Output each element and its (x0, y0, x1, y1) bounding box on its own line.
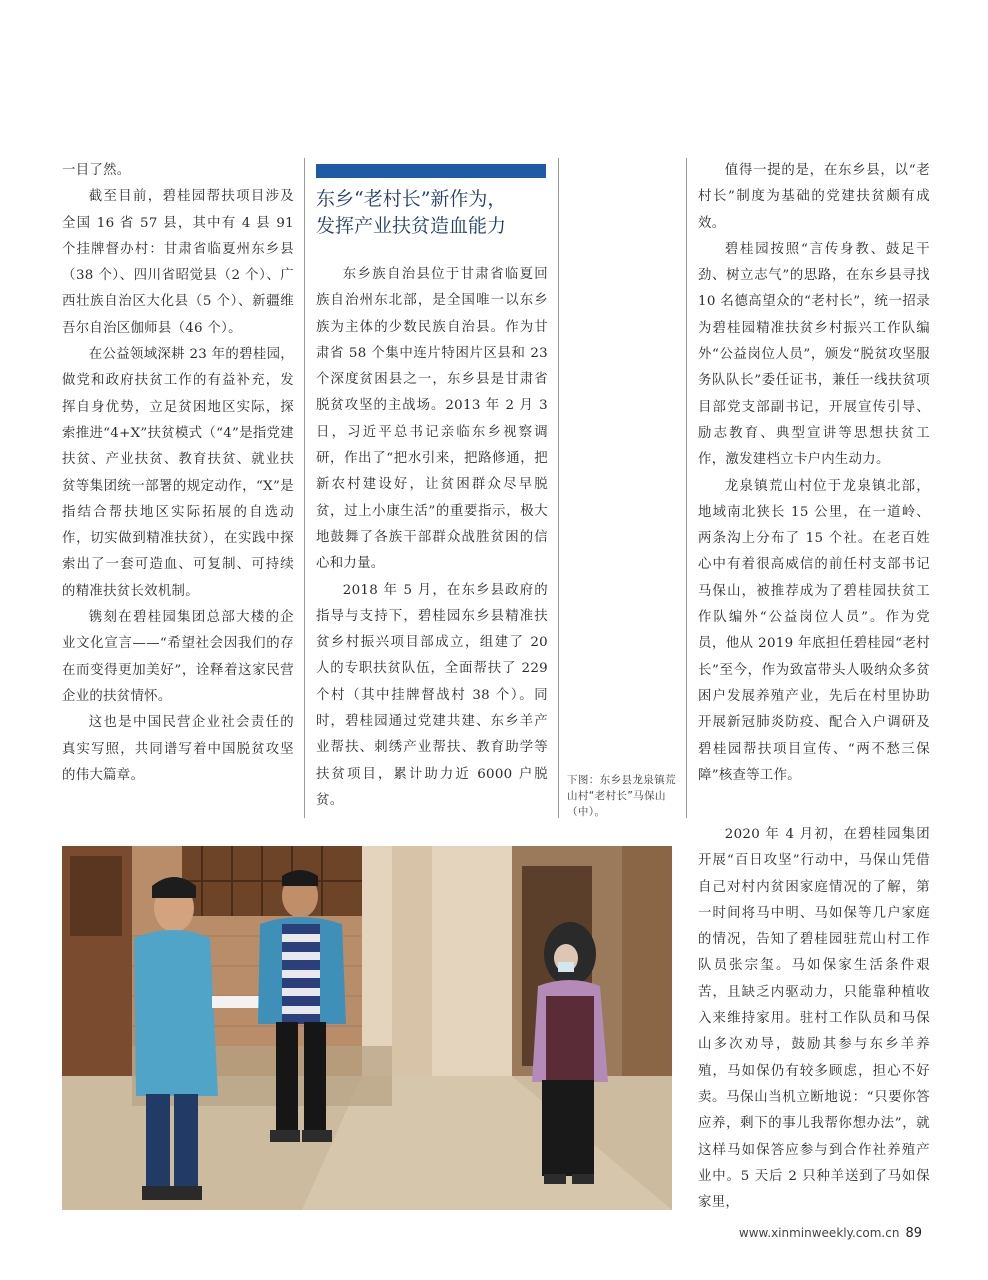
right-text-column-lower (698, 822, 930, 1216)
right-text-column (698, 158, 930, 789)
column-divider-middle (558, 158, 559, 818)
paragraph: 东乡族自治县位于甘肃省临夏回族自治州东北部，是全国唯一以东乡族为主体的少数民族自治县。作为甘肃省 58 个集中连片特困片区县和 23 个深度贫困县之一，东乡县是甘肃省脱贫攻坚的主战场。2013 年 2 月 3 日，习近平总书记亲临东乡视察调研，作出了“把水引来，把路修通，把新农村建设好，让贫困群众尽早脱贫，过上小康生活”的重要指示，极大地鼓舞了各族干部群众战胜贫困的信心和力量。 (316, 267, 548, 572)
paragraph: 2018 年 5 月，在东乡县政府的指导与支持下，碧桂园东乡县精准扶贫乡村振兴项目部成立，组建了 20 人的专职扶贫队伍，全面帮扶了 229 个村（其中挂牌督战村 38 个）。同时，碧桂园通过党建共建、东乡羊产业帮扶、刺绣产业帮扶、教育助学等扶贫项目，累计助力近 6000 户脱贫。 (316, 582, 548, 808)
page-footer (739, 1226, 922, 1241)
village-photo (62, 846, 672, 1210)
paragraph: 值得一提的是，在东乡县，以“老村长”制度为基础的党建扶贫颇有成效。 (698, 163, 930, 231)
paragraph: 一目了然。 (62, 163, 131, 178)
website-url: www.xinminweekly.com.cn (738, 1226, 900, 1240)
paragraph: 龙泉镇荒山村位于龙泉镇北部，地域南北狭长 15 公里，在一道岭、两条沟上分布了 15 个社。在老百姓心中有着很高威信的前任村支部书记马保山，被推荐成为了碧桂园扶贫工作队编外“公益岗位人员”。作为党员，他从 2019 年底担任碧桂园“老村长”至今，作为致富带头人吸纳众多贫困户发展养殖产业，先后在村里协助开展新冠肺炎防疫、配合入户调研及碧桂园帮扶项目宣传、“两不愁三保障”核查等工作。 (698, 478, 930, 783)
paragraph: 截至目前，碧桂园帮扶项目涉及全国 16 省 57 县，其中有 4 县 91 个挂牌督办村：甘肃省临夏州东乡县（38 个）、四川省昭觉县（2 个）、广西壮族自治区大化县（5 个）、新疆维吾尔自治区伽师县（46 个）。 (62, 189, 294, 336)
middle-text-column (316, 262, 548, 814)
column-divider-right (686, 158, 687, 818)
headline-line: 发挥产业扶贫造血能力 (316, 215, 507, 237)
paragraph: 镌刻在碧桂园集团总部大楼的企业文化宣言——“希望社会因我们的存在而变得更加美好”，诠释着这家民营企业的扶贫情怀。 (62, 610, 294, 704)
column-divider-left (304, 158, 305, 818)
section-accent-bar (316, 164, 546, 178)
paragraph: 碧桂园按照“言传身教、鼓足干劲、树立志气”的思路，在东乡县寻找 10 名德高望众的“老村长”，统一招录为碧桂园精准扶贫乡村振兴工作队编外“公益岗位人员”，颁发“脱贫攻坚服务队队长”委任证书，兼任一线扶贫项目部党支部副书记，开展宣传引导、励志教育、典型宣讲等思想扶贫工作，激发建档立卡户内生动力。 (698, 241, 930, 468)
left-text-column (62, 158, 294, 789)
section-headline (316, 186, 552, 240)
paragraph: 2020 年 4 月初，在碧桂园集团开展“百日攻坚”行动中，马保山凭借自己对村内贫困家庭情况的了解，第一时间将马中明、马如保等几户家庭的情况，告知了碧桂园驻荒山村工作队员张宗玺。马如保家生活条件艰苦，且缺乏内驱动力，只能靠种植收入来维持家用。驻村工作队员和马保山多次劝导，鼓励其参与东乡羊养殖，马如保仍有较多顾虑，担心不好卖。马保山当机立断地说：“只要你答应养，剩下的事儿我帮你想办法”，就这样马如保答应参与到合作社养殖产业中。5 天后 2 只种羊送到了马如保家里， (698, 827, 930, 1211)
paragraph: 在公益领域深耕 23 年的碧桂园，做党和政府扶贫工作的有益补充，发挥自身优势，立足贫困地区实际，探索推进“4+X”扶贫模式（“4”是指党建扶贫、产业扶贫、教育扶贫、就业扶贫等集团统一部署的规定动作，“X”是指结合帮扶地区实际拓展的自选动作，切实做到精准扶贫），在实践中探索出了一套可造血、可复制、可持续的精准扶贫长效机制。 (62, 347, 294, 599)
photo-caption: 下图：东乡县龙泉镇荒山村“老村长”马保山（中）。 (567, 774, 676, 818)
paragraph: 这也是中国民营企业社会责任的真实写照，共同谱写着中国脱贫攻坚的伟大篇章。 (62, 715, 294, 783)
headline-line: 东乡“老村长”新作为， (316, 188, 507, 210)
page-number: 89 (905, 1226, 922, 1241)
